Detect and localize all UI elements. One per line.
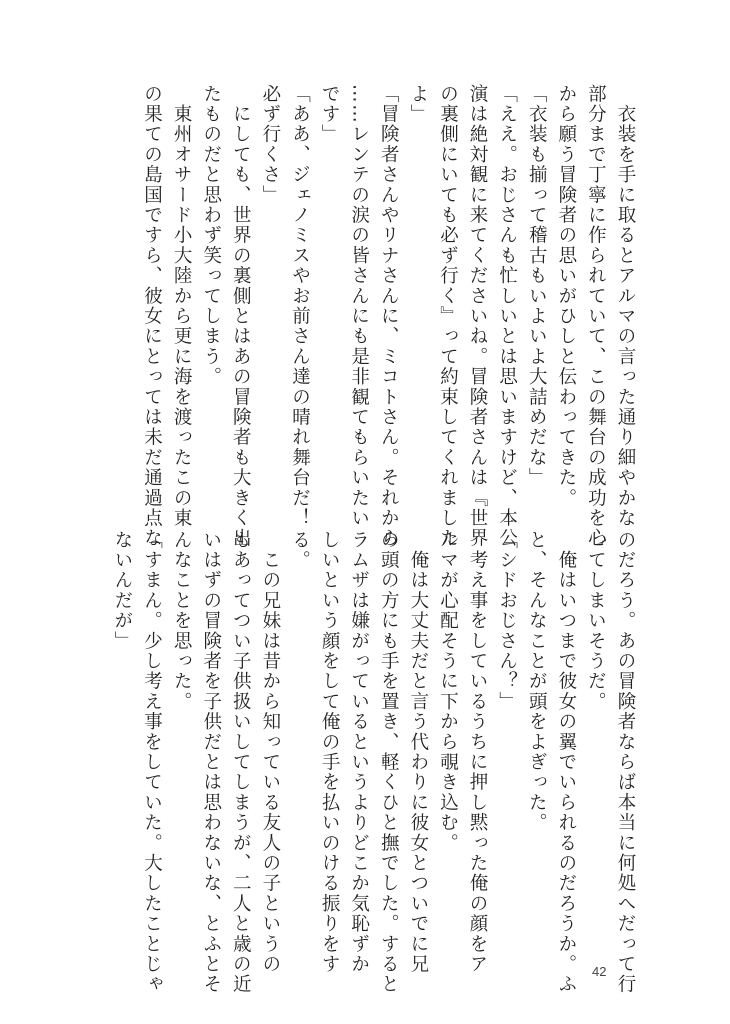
text-line: 考え事をしているうちに押し黙った俺の顔をア bbox=[467, 530, 489, 975]
text-line: 東州オサード小大陸から更に海を渡ったこの東 bbox=[171, 84, 193, 529]
text-line: 「ええ。おじさんも忙しいとは思いますけど、本公 bbox=[496, 84, 518, 549]
text-line: と、そんなことが頭をよぎった。 bbox=[526, 530, 548, 833]
text-line: 「すまん。少し考え事をしていた。大したことじゃ bbox=[141, 530, 163, 995]
text-line: たものだと思わず笑ってしまう。 bbox=[200, 84, 222, 387]
text-line: 部分まで丁寧に作られていて、この舞台の成功を心 bbox=[585, 84, 607, 549]
text-line: 演は絶対観に来てくださいね。冒険者さんは『世界 bbox=[467, 84, 489, 549]
text-line: んなことを思った。 bbox=[171, 530, 193, 712]
text-line: 俺は大丈夫だと言う代わりに彼女とついでに兄 bbox=[407, 530, 429, 975]
text-line: にしても、世界の裏側とはあの冒険者も大きく出 bbox=[230, 84, 252, 549]
text-line: 「ああ、ジェノミスやお前さん達の晴れ舞台だ！ bbox=[289, 84, 311, 529]
text-line: ないんだが」 bbox=[111, 530, 133, 652]
text-line: ルマが心配そうに下から覗き込む。 bbox=[437, 530, 459, 854]
text-line: の果ての島国ですら、彼女にとっては未だ通過点な bbox=[141, 84, 163, 549]
text-line: この兄妹は昔から知っている友人の子というの bbox=[259, 530, 281, 975]
page-number: 42 bbox=[592, 964, 607, 979]
text-line: 「シドおじさん？」 bbox=[496, 530, 518, 712]
text-line: る。 bbox=[289, 530, 311, 571]
text-line: 「衣装も揃って稽古もいよいよ大詰めだな」 bbox=[526, 84, 548, 488]
text-line: もあってつい子供扱いしてしまうが、二人と歳の近 bbox=[230, 530, 252, 995]
text-line: の頭の方にも手を置き、軽くひと撫でした。すると bbox=[378, 530, 400, 995]
text-line: 俺はいつまで彼女の翼でいられるのだろうか。ふ bbox=[555, 530, 577, 995]
text-line: です」 bbox=[319, 84, 341, 145]
text-block-top bbox=[137, 84, 640, 549]
text-line: のだろう。あの冒険者ならば本当に何処へだって行 bbox=[615, 530, 636, 995]
text-line: しいという顔をして俺の手を払いのける振りをす bbox=[319, 530, 341, 975]
text-line: いはずの冒険者を子供だとは思わないな、とふとそ bbox=[200, 530, 222, 995]
text-line: ラムザは嫌がっているというよりどこか気恥ずか bbox=[348, 530, 370, 975]
text-line: 必ず行くさ」 bbox=[259, 84, 281, 206]
text-line: の裏側にいても必ず行く』って約束してくれました bbox=[437, 84, 459, 549]
text-line: よ」 bbox=[407, 84, 429, 125]
text-line: ってしまいそうだ。 bbox=[585, 530, 607, 712]
text-line: 衣装を手に取るとアルマの言った通り細やかな bbox=[615, 84, 636, 529]
text-line: 「冒険者さんやリナさんに、ミコトさん。それから bbox=[378, 84, 400, 549]
text-line: ……レンテの涙の皆さんにも是非観てもらいたい bbox=[348, 84, 370, 529]
text-line: から願う冒険者の思いがひしと伝わってきた。 bbox=[555, 84, 577, 509]
